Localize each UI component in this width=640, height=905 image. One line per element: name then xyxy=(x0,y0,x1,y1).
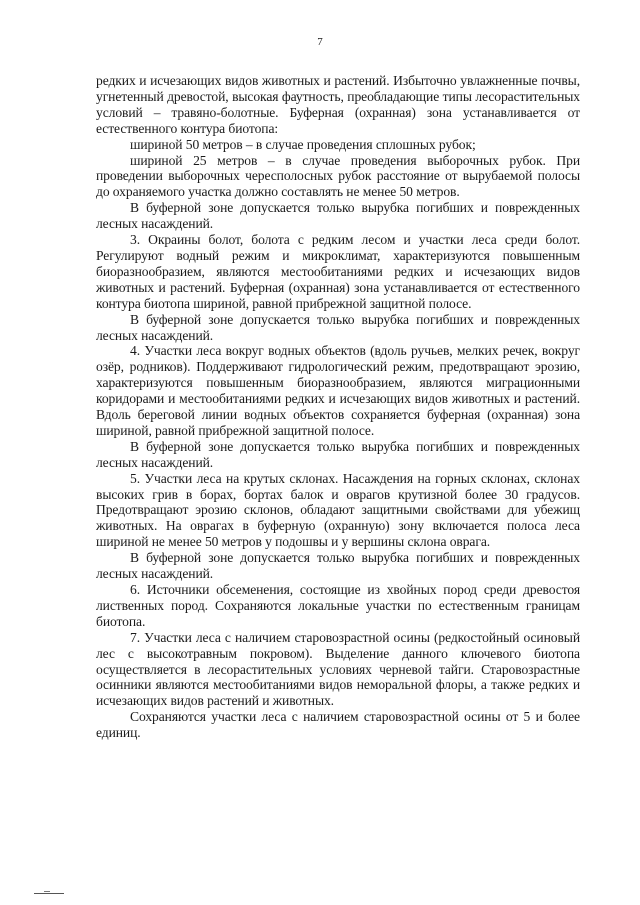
paragraph: В буферной зоне допускается только вырубка погибших и поврежденных лесных насаждений. xyxy=(96,200,580,232)
paragraph: редких и исчезающих видов животных и растений. Избыточно увлажненные почвы, угнетенный древостой, высокая фаутность, преобладающие типы лесорастительных условий – травяно-болотные. Буферная (охранная) зона устанавливается от естественного контура биотопа: xyxy=(96,73,580,136)
paragraph: 4. Участки леса вокруг водных объектов (вдоль ручьев, мелких речек, вокруг озёр, родников). Поддерживают гидрологический режим, предотвращают эрозию, характеризуются повышенным биоразнообразием, являются миграционными коридорами и местообитаниями редких и исчезающих видов животных и растений. Вдоль береговой линии водных объектов сохраняется буферная (охранная) зона шириной, равной прибрежной защитной полосе. xyxy=(96,343,580,438)
paragraph: 6. Источники обсеменения, состоящие из хвойных пород среди древостоя лиственных пород. Сохраняются локальные участки по естественным границам биотопа. xyxy=(96,582,580,629)
paragraph: В буферной зоне допускается только вырубка погибших и поврежденных лесных насаждений. xyxy=(96,311,580,343)
paragraph: 7. Участки леса с наличием старовозрастной осины (редкостойный осиновый лес с высокотравным покровом). Выделение данного ключевого биотопа осуществляется в лесорастительных условиях черневой тайги. Старовозрастные осинники являются местообитаниями видов неморальной флоры, а также редких и исчезающих видов растений и животных. xyxy=(96,629,580,709)
paragraph: 3. Окраины болот, болота с редким лесом и участки леса среди болот. Регулируют водный режим и микроклимат, характеризуются повышенным биоразнообразием, являются местообитаниями редких и исчезающих видов животных и растений. Буферная (охранная) зона устанавливается от естественного контура биотопа шириной, равной прибрежной защитной полосе. xyxy=(96,232,580,311)
footer-mark xyxy=(34,893,64,895)
paragraph: шириной 50 метров – в случае проведения сплошных рубок; xyxy=(130,136,476,152)
paragraph: В буферной зоне допускается только вырубка погибших и поврежденных лесных насаждений. xyxy=(96,438,580,470)
paragraph: шириной 25 метров – в случае проведения выборочных рубок. При проведении выборочных чересполосных рубок расстояние от вырубаемой полосы до охраняемого участка должно составлять не менее 50 метров. xyxy=(96,152,580,200)
paragraph: 5. Участки леса на крутых склонах. Насаждения на горных склонах, склонах высоких грив в борах, бортах балок и оврагов крутизной более 30 градусов. Предотвращают эрозию склонов, обладают защитными свойствами для убежищ животных. На оврагах в буферную (охранную) зону включается полоса леса шириной не менее 50 метров у подошвы и у вершины склона оврага. xyxy=(96,470,580,550)
paragraph: Сохраняются участки леса с наличием старовозрастной осины от 5 и более единиц. xyxy=(96,709,580,741)
paragraph: В буферной зоне допускается только вырубка погибших и поврежденных лесных насаждений. xyxy=(96,550,580,582)
document-body xyxy=(96,73,580,741)
page-number: 7 xyxy=(317,36,323,48)
